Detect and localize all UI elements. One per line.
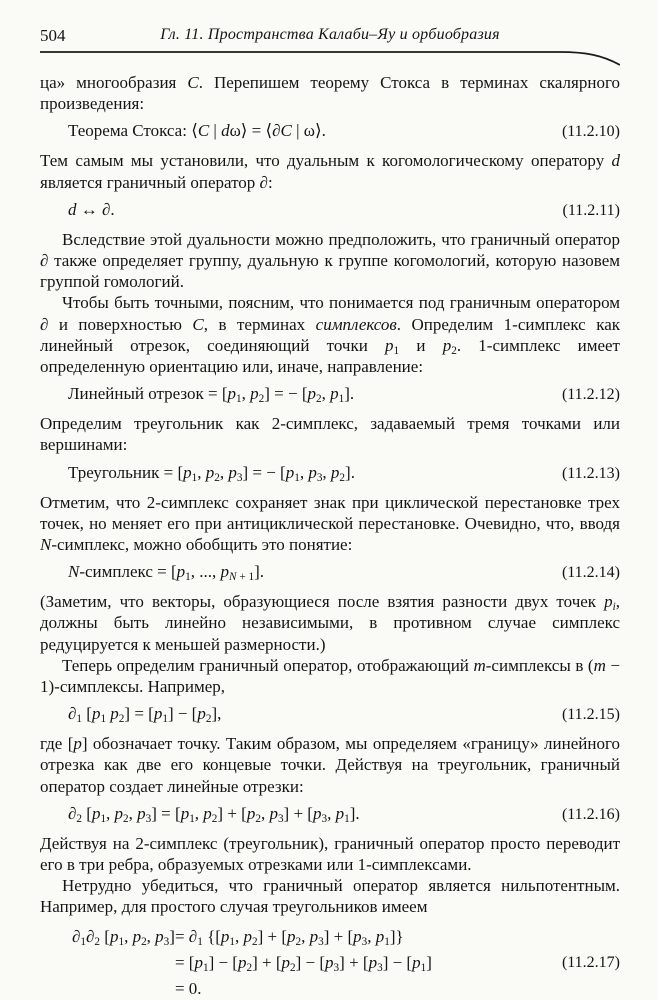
text-run: p [109,926,119,946]
text-run: , [197,462,206,482]
subscript: 2 [214,471,220,484]
subscript: 3 [361,935,368,948]
text-run: ] обозначает точку. Таким образом, мы определяем «границу» линейного отрезка как две его концевые точки. Действуя на треугольник, граничный оператор создает линейные отрезки: [40,734,620,796]
text-run: p [132,926,142,946]
text-run: p [287,926,296,946]
text-run: Чтобы быть точными, поясним, что понимается под граничным оператором ∂ и поверхностью [40,293,620,334]
text-run: ∂ [68,704,77,724]
paragraph [40,492,620,556]
equation [40,199,620,222]
text-run: p [228,462,237,482]
subscript: 3 [318,935,324,948]
text-run: p [203,803,212,823]
text-run: | ω⟩. [291,121,326,141]
text-run: p [604,592,613,612]
equation-line [72,976,432,1000]
text-run: ]. [254,562,264,582]
subscript: 2 [339,471,346,484]
paragraph [40,591,620,655]
subscript: 2 [451,344,457,357]
text-run: ] − [ [208,952,238,972]
equation-number: (11.2.10) [561,123,620,141]
text-run: m [593,655,606,675]
equation-line [72,950,432,976]
text-run: p [385,335,394,355]
text-run: p [285,462,295,482]
text-run: Отметим, что 2-симплекс сохраняет знак при циклической перестановке трех точек, но меняет его при антициклической перестановке. Очевидно, что, вводя [40,492,620,533]
subscript: 2 [76,812,83,825]
text-run: . Определим 1-симплекс как линейный отрезок, соединяющий точки [40,314,620,355]
text-run: ] [426,952,432,972]
equation-number: (11.2.15) [561,706,620,724]
equation-rhs [175,924,432,950]
text-run: m [473,655,486,675]
paragraph [40,72,620,114]
text-run: Определим треугольник как 2-симплекс, задаваемый тремя точками или вершинами: [40,414,620,455]
subscript: 2 [123,812,129,825]
text-run: , [321,384,331,404]
text-run: , [235,926,244,946]
equation-number: (11.2.16) [561,805,620,823]
equation [40,383,620,406]
subscript: 1 [338,393,345,406]
subscript: 1 [185,571,191,584]
text-run: где [ [40,734,74,754]
text-run: ] [169,926,175,946]
subscript: 2 [255,812,261,825]
text-run: , [194,803,204,823]
text-run: . 1-симплекс имеет определенную ориентацию или, иначе, направление: [40,335,620,377]
subscript: 3 [333,961,340,974]
text-run: ]. [345,462,355,482]
text-run: , [124,926,133,946]
equation-number: (11.2.12) [561,386,620,404]
text-run: p [309,926,319,946]
subscript: 1 [197,935,203,948]
text-run: ], [211,704,222,724]
text-run: p [330,462,340,482]
text-run: d [611,151,620,171]
subscript: 2 [246,961,253,974]
text-run: p [375,926,385,946]
text-run: , в терминах [203,314,316,334]
paragraph [40,229,620,293]
text-run: p [368,952,378,972]
text-run: d [68,199,77,219]
paragraph [40,292,620,377]
page-content [40,72,620,1000]
equation-body [68,120,326,142]
text-run: ↔ ∂. [76,199,115,219]
subscript: 1 [189,812,195,825]
text-run: p [176,562,186,582]
text-run: p [110,704,119,724]
text-run: ]. [349,803,360,823]
text-run: ∂ [72,926,81,946]
paragraph [40,875,620,917]
text-run: p [353,926,362,946]
subscript: i [612,601,616,614]
text-run: p [194,952,203,972]
text-run: ] + [ [339,952,369,972]
text-run: , [322,462,331,482]
subscript: 3 [236,471,243,484]
text-run: p [325,952,334,972]
equation [40,803,620,826]
text-run: p [412,952,421,972]
text-run: , [301,926,310,946]
text-run: p [330,384,339,404]
subscript: 2 [118,713,125,726]
text-run: p [114,803,124,823]
subscript: + 1 [236,571,255,584]
text-run: ∂ [86,926,95,946]
page-header [40,26,620,48]
page-number: 504 [40,26,66,45]
text-run: ] + [ [323,926,354,946]
text-run: -симплекс = [ [79,562,177,582]
subscript: 1 [100,812,107,825]
text-run: p [180,803,190,823]
equation-body [68,561,264,583]
equation-body [68,383,354,405]
equation-number: (11.2.17) [561,953,620,971]
text-run: ]} [389,926,404,946]
text-run: , [106,803,115,823]
subscript: 1 [202,961,209,974]
text-run: | [209,121,222,141]
text-run: p [153,704,163,724]
text-run: p [442,335,452,355]
subscript: 2 [252,935,258,948]
text-run: ∂ [68,803,77,823]
text-run: , [146,926,156,946]
text-run: , [327,803,336,823]
subscript: 2 [211,812,218,825]
equation-body [68,703,221,725]
text-run: симплексов [315,314,397,334]
subscript: 1 [118,935,125,948]
subscript: 1 [191,471,198,484]
text-run: Линейный отрезок = [ [68,384,228,404]
text-run: [ [82,803,92,823]
paragraph [40,833,620,875]
subscript: 3 [145,812,152,825]
text-run: p [197,704,206,724]
text-run: C [187,73,199,92]
subscript: 1 [80,935,87,948]
chapter-title: Гл. 11. Пространства Калаби–Яу и орбиобразия [160,26,500,43]
text-run: ] − [ [295,952,326,972]
subscript: 1 [344,812,350,825]
text-run: p [281,952,291,972]
subscript: 3 [277,812,284,825]
text-run: N [40,535,52,555]
text-run: , [299,462,309,482]
subscript: 1 [236,393,242,406]
equation-lhs [72,950,175,976]
text-run: ] = − [ [264,384,308,404]
text-run: Теорема Стокса: ⟨ [68,121,198,141]
equation [40,120,620,143]
text-run: Нетрудно убедиться, что граничный оператор является нильпотентным. Например, для простого случая треугольников имеем [40,876,620,917]
subscript: 1 [294,471,300,484]
equation-number: (11.2.13) [561,464,620,482]
equation-body [68,803,360,825]
text-run: Теперь определим граничный оператор, отображающий [62,655,474,675]
text-run: ] − [ [382,952,413,972]
text-run: -симплексы в ( [485,655,594,675]
text-run: и [399,335,443,355]
text-run: p [183,462,192,482]
text-run: p [155,926,164,946]
equation [40,462,620,485]
subscript: 1 [76,713,83,726]
text-run: , должны быть линейно независимыми, в противном случае симплекс редуцируется к меньшей размерности.) [40,592,620,654]
text-run: Вследствие этой дуальности можно предположить, что граничный оператор ∂ также определяет группу, дуальную к группе когомологий, которую назовем группой гомологий. [40,229,620,292]
subscript: 1 [100,713,107,726]
text-run: ω⟩ = ⟨∂ [229,121,281,141]
equation [40,561,620,584]
text-run: p [335,803,345,823]
text-run: p [237,952,247,972]
text-run: − 1)-симплексы. Например, [40,655,621,697]
text-run: . Перепишем теорему Стокса в терминах скалярного произведения: [40,73,621,114]
equation-body [68,199,115,221]
subscript: 1 [162,713,168,726]
subscript: 2 [295,935,302,948]
text-run: p [220,926,230,946]
text-run: p [137,803,146,823]
text-run: Действуя на 2-симплекс (треугольник), граничный оператор просто переводит его в три ребра, образуемых отрезками или 1-симплексами. [40,833,620,875]
text-run: , [367,926,376,946]
text-run: p [269,803,278,823]
text-run: {[ [202,926,221,946]
text-run: ] + [ [283,803,313,823]
text-run: ] = − [ [242,462,286,482]
equation-lhs [72,976,175,1000]
paragraph [40,413,620,455]
text-run: = ∂ [174,926,198,946]
text-run: , [128,803,138,823]
text-run: = 0. [174,978,202,998]
text-run: , [241,384,251,404]
text-run: , [219,462,229,482]
subscript: 3 [316,471,323,484]
text-run: ] = [ [151,803,181,823]
text-run: [ [82,704,92,724]
text-run: ] = [ [124,704,154,724]
text-run: -симплекс, можно обобщить это понятие: [51,535,353,555]
text-run: Тем самым мы установили, что дуальным к когомологическому оператору [40,151,612,171]
text-run: p [243,926,252,946]
text-run: p [91,704,101,724]
text-run: ] + [ [217,803,247,823]
text-run: p [205,462,215,482]
text-run: N [68,562,80,582]
text-run: [ [100,926,110,946]
equation [40,703,620,726]
text-run: ]. [344,384,355,404]
subscript: 2 [94,935,101,948]
equation-number: (11.2.14) [561,564,620,582]
equation-rhs [175,950,432,976]
text-run: , ..., [190,562,221,582]
text-run: ца» многообразия [40,73,188,92]
text-run: p [307,384,316,404]
subscript: 2 [258,393,265,406]
text-run: , [260,803,270,823]
paragraph [40,150,620,192]
paragraph [40,733,620,797]
subscript: N [229,571,237,584]
text-run: = [ [174,952,195,972]
text-run: C [197,121,210,141]
subscript: 1 [229,935,235,948]
text-run: p [312,803,322,823]
text-run: C [280,121,292,141]
text-run: (Заметим, что векторы, образующиеся после взятия разности двух точек [40,592,605,612]
equation-lhs [72,924,175,950]
equation-number: (11.2.11) [562,201,620,219]
text-run: p [227,384,237,404]
subscript: 2 [205,713,212,726]
equation-body [68,462,355,484]
equation-multiline [40,924,620,1000]
text-run: C [192,314,204,334]
subscript: 2 [141,935,147,948]
text-run: p [220,562,230,582]
text-run: p [250,384,259,404]
text-run: ] + [ [252,952,282,972]
equation-line [72,924,432,950]
text-run: p [91,803,101,823]
text-run: p [308,462,317,482]
text-run: является граничный оператор ∂: [40,172,273,192]
text-run: p [246,803,256,823]
subscript: 1 [384,935,390,948]
subscript: 2 [290,961,296,974]
equation-rhs [175,976,432,1000]
subscript: 1 [393,344,400,357]
text-run: d [221,121,230,141]
text-run: Треугольник = [ [68,462,184,482]
subscript: 3 [377,961,383,974]
header-rule [40,50,620,66]
text-run: ] − [ [167,704,198,724]
equation-lines [72,924,432,1000]
subscript: 3 [163,935,170,948]
text-run: ] + [ [257,926,288,946]
subscript: 2 [316,393,322,406]
paragraph [40,655,620,697]
text-run: p [73,734,82,754]
subscript: 3 [321,812,328,825]
subscript: 1 [420,961,427,974]
